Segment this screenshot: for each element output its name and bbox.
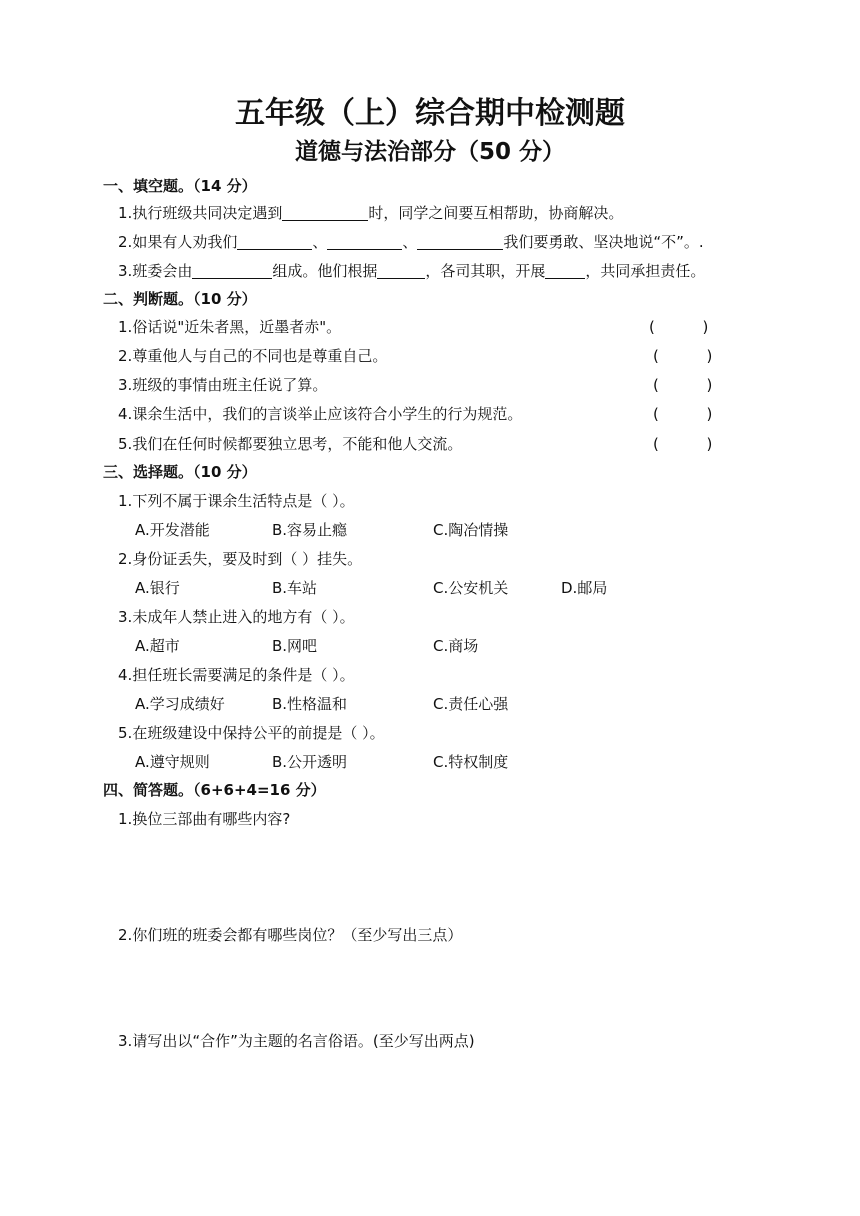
section-heading-judgement: 二、判断题。（10 分） — [103, 290, 257, 308]
answer-parentheses[interactable]: ( ) — [653, 435, 713, 453]
page-title: 五年级（上）综合期中检测题 — [235, 96, 625, 131]
judge-question-5 — [118, 433, 462, 455]
question-text: 如果有人劝我们 — [132, 233, 238, 251]
choice-option-b[interactable]: B.容易止瘾 — [272, 521, 348, 539]
question-text: 我们在任何时候都要独立思考，不能和他人交流。 — [132, 435, 463, 453]
page-subtitle: 道德与法治部分（50 分） — [294, 139, 565, 165]
choice-option-c[interactable]: C.公安机关 — [433, 579, 509, 597]
choice-option-b[interactable]: B.网吧 — [272, 637, 318, 655]
question-text: 你们班的班委会都有哪些岗位？（至少写出三点） — [132, 926, 463, 944]
question-text: 、 — [402, 233, 418, 251]
question-number: 2. — [118, 926, 133, 944]
question-text: 我们要勇敢、坚决地说“不”。. — [503, 233, 704, 251]
question-text: 身份证丢失，要及时到（ ）挂失。 — [132, 550, 363, 568]
choice-option-c[interactable]: C.特权制度 — [433, 753, 509, 771]
judge-question-3 — [118, 374, 327, 396]
answer-parentheses[interactable]: ( ) — [649, 318, 709, 336]
question-number: 4. — [118, 666, 133, 684]
choice-question-4 — [118, 664, 355, 686]
question-text: 课余生活中，我们的言谈举止应该符合小学生的行为规范。 — [132, 405, 523, 423]
section-heading-choice: 三、选择题。（10 分） — [103, 463, 257, 481]
question-text: 俗话说"近朱者黑，近墨者赤"。 — [132, 318, 342, 336]
question-number: 1. — [118, 810, 133, 828]
answer-parentheses[interactable]: ( ) — [653, 376, 713, 394]
question-text: 担任班长需要满足的条件是（ ）。 — [132, 666, 355, 684]
question-text: 未成年人禁止进入的地方有（ ）。 — [132, 608, 355, 626]
choice-option-c[interactable]: C.商场 — [433, 637, 479, 655]
answer-blank[interactable] — [282, 204, 368, 221]
choice-question-3 — [118, 606, 355, 628]
choice-option-a[interactable]: A.银行 — [135, 579, 180, 597]
fill-question-2 — [118, 231, 704, 253]
choice-option-c[interactable]: C.陶冶情操 — [433, 521, 509, 539]
question-text: ，各司其职，开展 — [425, 262, 546, 280]
choice-option-c[interactable]: C.责任心强 — [433, 695, 509, 713]
answer-blank[interactable] — [327, 233, 402, 250]
question-text: 执行班级共同决定遇到 — [132, 204, 283, 222]
fill-question-1 — [118, 202, 623, 224]
question-text: 班委会由 — [132, 262, 193, 280]
section-heading-fill-in: 一、填空题。（14 分） — [103, 177, 257, 195]
judge-question-2 — [118, 345, 387, 367]
question-number: 1. — [118, 492, 133, 510]
question-number: 3. — [118, 608, 133, 626]
answer-blank[interactable] — [192, 262, 272, 279]
question-text: 时，同学之间要互相帮助，协商解决。 — [368, 204, 624, 222]
question-number: 5. — [118, 724, 133, 742]
answer-blank[interactable] — [237, 233, 312, 250]
short-answer-question-2 — [118, 924, 462, 946]
question-text: 换位三部曲有哪些内容? — [132, 810, 291, 828]
answer-blank[interactable] — [545, 262, 585, 279]
question-number: 3. — [118, 376, 133, 394]
choice-option-a[interactable]: A.遵守规则 — [135, 753, 210, 771]
fill-question-3 — [118, 260, 705, 282]
choice-option-a[interactable]: A.学习成绩好 — [135, 695, 225, 713]
judge-question-4 — [118, 403, 522, 425]
choice-question-1 — [118, 490, 355, 512]
question-number: 3. — [118, 1032, 133, 1050]
question-number: 1. — [118, 318, 133, 336]
question-text: 尊重他人与自己的不同也是尊重自己。 — [132, 347, 388, 365]
choice-option-b[interactable]: B.车站 — [272, 579, 318, 597]
question-text: 组成。他们根据 — [272, 262, 378, 280]
answer-parentheses[interactable]: ( ) — [653, 405, 713, 423]
answer-blank[interactable] — [377, 262, 425, 279]
short-answer-question-1 — [118, 808, 290, 830]
question-text: 、 — [312, 233, 328, 251]
question-number: 2. — [118, 550, 133, 568]
choice-question-5 — [118, 722, 385, 744]
choice-option-b[interactable]: B.性格温和 — [272, 695, 348, 713]
choice-option-d[interactable]: D.邮局 — [561, 579, 608, 597]
short-answer-question-3 — [118, 1030, 475, 1052]
question-number: 2. — [118, 347, 133, 365]
answer-parentheses[interactable]: ( ) — [653, 347, 713, 365]
question-number: 2. — [118, 233, 133, 251]
question-number: 5. — [118, 435, 133, 453]
question-text: 请写出以“合作”为主题的名言俗语。(至少写出两点) — [132, 1032, 475, 1050]
choice-option-b[interactable]: B.公开透明 — [272, 753, 348, 771]
choice-option-a[interactable]: A.开发潜能 — [135, 521, 210, 539]
judge-question-1 — [118, 316, 341, 338]
question-number: 1. — [118, 204, 133, 222]
question-text: ，共同承担责任。 — [585, 262, 706, 280]
choice-question-2 — [118, 548, 362, 570]
question-text: 在班级建设中保持公平的前提是（ ）。 — [132, 724, 385, 742]
question-text: 下列不属于课余生活特点是（ ）。 — [132, 492, 355, 510]
question-text: 班级的事情由班主任说了算。 — [132, 376, 328, 394]
question-number: 4. — [118, 405, 133, 423]
answer-blank[interactable] — [417, 233, 503, 250]
question-number: 3. — [118, 262, 133, 280]
choice-option-a[interactable]: A.超市 — [135, 637, 180, 655]
section-heading-short-answer: 四、简答题。（6+6+4=16 分） — [103, 781, 326, 799]
